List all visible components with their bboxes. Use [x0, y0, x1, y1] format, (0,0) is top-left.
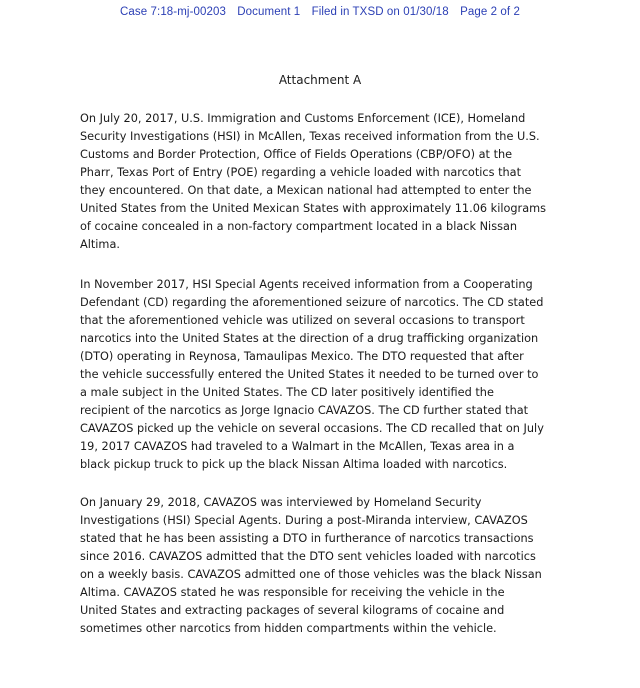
paragraph-line: Pharr, Texas Port of Entry (POE) regarding a vehicle loaded with narcotics that: [80, 166, 522, 179]
paragraph-line: the vehicle successfully entered the United States it needed to be turned over to: [80, 368, 539, 381]
paragraph-line: on a weekly basis. CAVAZOS admitted one of those vehicles was the black Nissan: [80, 568, 542, 581]
paragraph-line: United States from the United Mexican States with approximately 11.06 kilograms: [80, 202, 547, 215]
paragraph-line: Defendant (CD) regarding the aforementioned seizure of narcotics. The CD stated: [80, 296, 544, 309]
paragraph-line: In November 2017, HSI Special Agents received information from a Cooperating: [80, 278, 533, 291]
page-number: Page 2 of 2: [460, 6, 521, 18]
paragraph-line: United States and extracting packages of several kilograms of cocaine and: [80, 604, 505, 617]
paragraph-line: of cocaine concealed in a non-factory compartment located in a black Nissan: [80, 220, 518, 233]
filing-info: Filed in TXSD on 01/30/18: [311, 6, 449, 18]
paragraph-line: sometimes other narcotics from hidden compartments within the vehicle.: [80, 622, 497, 635]
paragraph-line: On July 20, 2017, U.S. Immigration and Customs Enforcement (ICE), Homeland: [80, 112, 526, 125]
paragraph-line: Altima.: [80, 238, 120, 251]
court-filing-header: [0, 6, 640, 18]
paragraph-3: [80, 494, 600, 638]
paragraph-line: 19, 2017 CAVAZOS had traveled to a Walmart in the McAllen, Texas area in a: [80, 440, 515, 453]
paragraph-line: (DTO) operating in Reynosa, Tamaulipas Mexico. The DTO requested that after: [80, 350, 524, 363]
paragraph-line: CAVAZOS picked up the vehicle on several occasions. The CD recalled that on July: [80, 422, 544, 435]
paragraph-2: [80, 276, 600, 474]
paragraph-line: they encountered. On that date, a Mexican national had attempted to enter the: [80, 184, 532, 197]
paragraph-line: On January 29, 2018, CAVAZOS was interviewed by Homeland Security: [80, 496, 482, 509]
paragraph-line: stated that he has been assisting a DTO in furtherance of narcotics transactions: [80, 532, 534, 545]
paragraph-line: black pickup truck to pick up the black Nissan Altima loaded with narcotics.: [80, 458, 508, 471]
paragraph-line: Altima. CAVAZOS stated he was responsible for receiving the vehicle in the: [80, 586, 505, 599]
paragraph-line: since 2016. CAVAZOS admitted that the DTO sent vehicles loaded with narcotics: [80, 550, 536, 563]
document-number: Document 1: [237, 6, 301, 18]
case-number: Case 7:18-mj-00203: [119, 6, 226, 18]
paragraph-line: Investigations (HSI) Special Agents. During a post-Miranda interview, CAVAZOS: [80, 514, 528, 527]
paragraph-line: recipient of the narcotics as Jorge Ignacio CAVAZOS. The CD further stated that: [80, 404, 529, 417]
paragraph-line: narcotics into the United States at the direction of a drug trafficking organization: [80, 332, 539, 345]
paragraph-line: Customs and Border Protection, Office of Fields Operations (CBP/OFO) at the: [80, 148, 513, 161]
paragraph-line: that the aforementioned vehicle was utilized on several occasions to transport: [80, 314, 525, 327]
paragraph-line: a male subject in the United States. The CD later positively identified the: [80, 386, 494, 399]
paragraph-line: Security Investigations (HSI) in McAllen, Texas received information from the U.S.: [80, 130, 540, 143]
paragraph-1: [80, 110, 600, 254]
page-title: Attachment A: [278, 73, 362, 87]
